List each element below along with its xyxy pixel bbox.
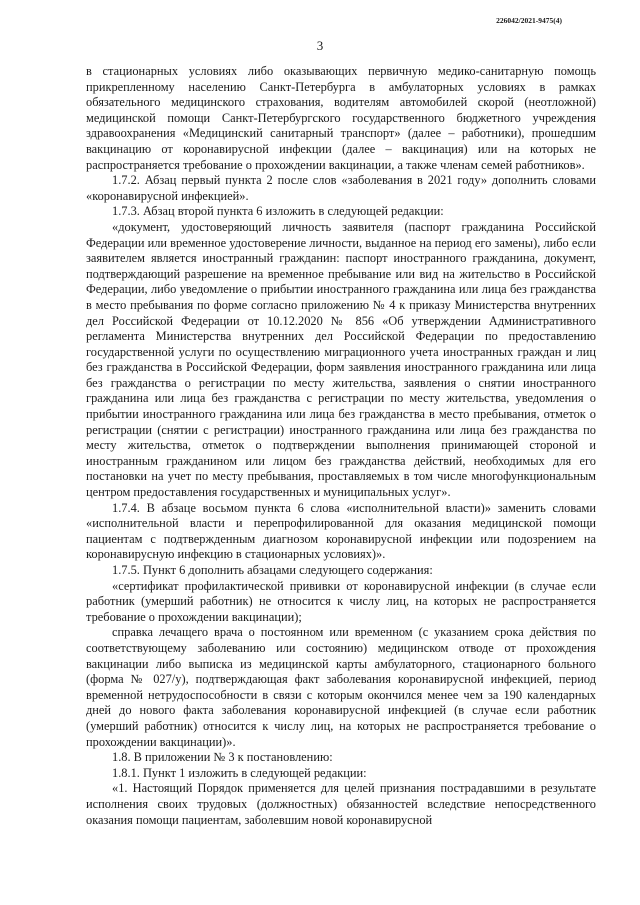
- paragraph: справка лечащего врача о постоянном или временном (с указанием срока действия по соответствующему заболеванию или состоянию) медицинском отводе от прохождения вакцинации либо выписка из медицинской карты амбулаторного, стационарного больного (форма № 027/у), подтверждающая факт заболевания коронавирусной инфекцией, период временной нетрудоспособности в связи с которым окончился менее чем за 190 календарных дней до нового факта заболевания коронавирусной инфекцией (в случае если работник (умерший работник) относится к числу лиц, на которых не распространяется требование о прохождении вакцинации)».: [86, 625, 596, 749]
- paragraph: 1.7.5. Пункт 6 дополнить абзацами следующего содержания:: [112, 563, 433, 577]
- paragraph: 1.7.3. Абзац второй пункта 6 изложить в следующей редакции:: [112, 204, 444, 219]
- document-body: [86, 64, 596, 828]
- paragraph: «документ, удостоверяющий личность заявителя (паспорт гражданина Российской Федерации или временное удостоверение личности, выданное на период его замены), либо если заявителем является иностранный гражданин: паспорт иностранного гражданина, документ, подтверждающий разрешение на временное пребывание или вид на жительство в Российской Федерации, либо уведомление о прибытии иностранного гражданина или лица без гражданства в место пребывания по форме согласно приложению № 4 к приказу Министерства внутренних дел Российской Федерации от 10.12.2020 № 856 «Об утверждении Административного регламента Министерства внутренних дел Российской Федерации по предоставлению государственной услуги по осуществлению миграционного учета иностранных граждан и лиц без гражданства в Российской Федерации, форм заявления иностранного гражданина или лица без гражданства о регистрации по месту жительства, заявления о снятии иностранного гражданина или лица без гражданства с регистрации по месту жительства, уведомления о прибытии иностранного гражданина или лица без гражданства в место пребывания, отметок о регистрации (снятии с регистрации) иностранного гражданина или лица без гражданства по месту жительства, отметок о подтверждении выполнения принимающей стороной и иностранным гражданином или лицом без гражданства действий, необходимых для его постановки на учет по месту пребывания, проставляемых в том числе многофункциональным центром предоставления государственных и муниципальных услуг».: [86, 219, 596, 500]
- document-number: 226042/2021-9475(4): [496, 16, 562, 25]
- paragraph: 1.8. В приложении № 3 к постановлению:: [112, 750, 333, 765]
- page-number: 3: [316, 38, 324, 53]
- paragraph: «сертификат профилактической прививки от коронавирусной инфекции (в случае если работник (умерший работник) не относится к числу лиц, на которых не распространяется требование о прохождении вакцинации);: [86, 578, 596, 624]
- paragraph: 1.7.2. Абзац первый пункта 2 после слов «заболевания в 2021 году» дополнить словами «коронавирусной инфекцией».: [86, 173, 596, 203]
- paragraph: в стационарных условиях либо оказывающих первичную медико-санитарную помощь прикрепленному населению Санкт-Петербурга в амбулаторных условиях в рамках обязательного медицинского страхования, водителям автомобилей скорой (неотложной) медицинской помощи Санкт-Петербургского государственного бюджетного учреждения здравоохранения «Медицинский санитарный транспорт» (далее – работники), прошедшим вакцинацию от коронавирусной инфекции (далее – вакцинация) или на которых не распространяется требование о прохождении вакцинации, а также членам семей работников».: [86, 64, 596, 172]
- paragraph: 1.8.1. Пункт 1 изложить в следующей редакции:: [112, 765, 367, 780]
- paragraph: «1. Настоящий Порядок применяется для целей признания пострадавшими в результате исполнения своих трудовых (должностных) обязанностей вследствие непосредственного оказания помощи пациентам, заболевшим новой коронавирусной: [86, 781, 596, 827]
- paragraph: 1.7.4. В абзаце восьмом пункта 6 слова «исполнительной власти)» заменить словами «исполнительной власти и перепрофилированной для оказания медицинской помощи пациентам с подтвержденным диагнозом коронавирусной инфекции или подозрением на коронавирусную инфекцию в стационарных условиях)».: [86, 500, 596, 562]
